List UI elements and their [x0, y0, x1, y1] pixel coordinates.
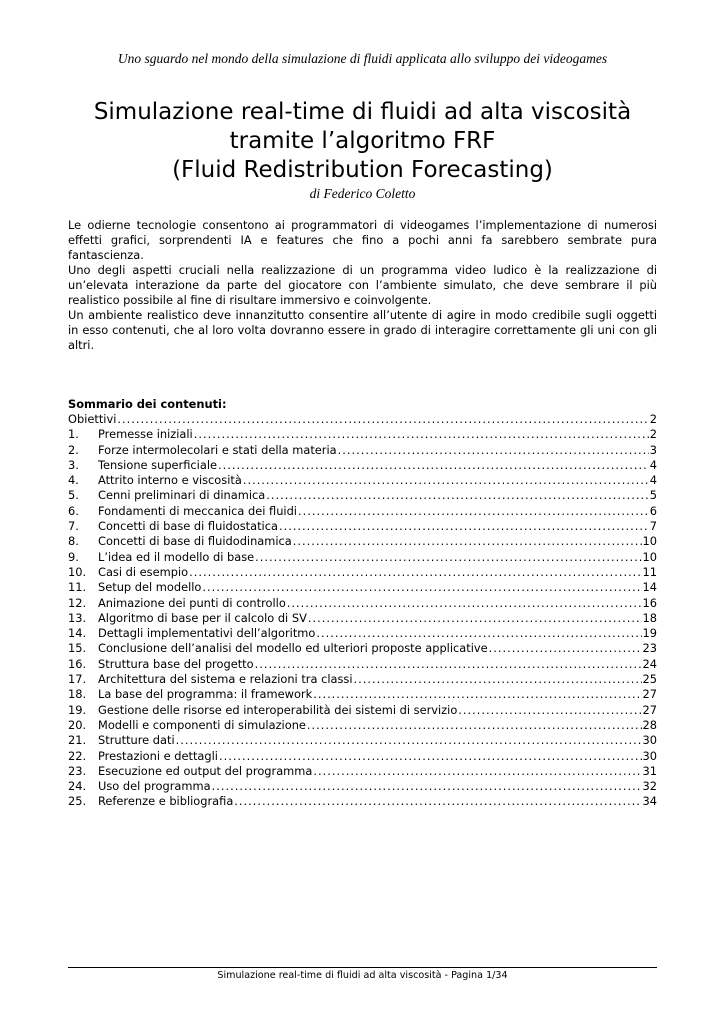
toc-entry-number: 6. [68, 503, 79, 518]
toc-entry-number: 4. [68, 473, 79, 488]
toc-entry-label: Dettagli implementativi dell’algoritmo [98, 626, 316, 641]
toc-entry-label: Struttura base del progetto [98, 656, 254, 671]
toc-dot-leader [316, 626, 641, 641]
toc-entry-label: Concetti di base di fluidodinamica [98, 534, 292, 549]
toc-entry-page: 3 [649, 442, 657, 457]
toc-entry[interactable] [68, 519, 657, 534]
toc-entry-label: Modelli e componenti di simulazione [98, 717, 306, 732]
toc-entry-page: 10 [642, 549, 657, 564]
toc-entry-number: 17. [68, 672, 87, 687]
toc-dot-leader [293, 534, 642, 549]
toc-entry-number: 3. [68, 457, 79, 472]
toc-entry-page: 28 [642, 717, 657, 732]
toc-entry-label: Fondamenti di meccanica dei fluidi [98, 503, 297, 518]
toc-entry[interactable] [68, 749, 657, 764]
toc-entry[interactable] [68, 718, 657, 733]
toc-entry-number: 23. [68, 763, 87, 778]
toc-entry-label: Attrito interno e viscosità [98, 473, 242, 488]
toc-entry-page: 4 [649, 473, 657, 488]
toc-entry-number: 18. [68, 687, 87, 702]
toc-dot-leader [219, 749, 642, 764]
toc-dot-leader [243, 473, 649, 488]
toc-entry-label: Obiettivi [68, 412, 117, 426]
toc-entry-number: 25. [68, 794, 87, 809]
intro-paragraph: Un ambiente realistico deve innanzitutto consentire all’utente di agire in modo credibile sugli oggetti in esso contenuti, che al loro volta dovranno essere in grado di interagire correttamente gli uni con gli altri. [68, 308, 657, 352]
toc-entry-label: La base del programma: il framework [98, 687, 313, 702]
toc-dot-leader [338, 443, 649, 458]
running-header: Uno sguardo nel mondo della simulazione di fluidi applicata allo sviluppo dei videogames [117, 51, 608, 66]
toc-entry[interactable] [68, 412, 657, 427]
toc-entry-number: 22. [68, 748, 87, 763]
toc-entry-label: Forze intermolecolari e stati della materia [98, 442, 337, 457]
toc-entry[interactable] [68, 657, 657, 672]
toc-entry-number: 5. [68, 488, 79, 503]
toc-entry-number: 12. [68, 595, 87, 610]
toc-entry-page: 4 [649, 457, 657, 472]
toc-entry[interactable] [68, 565, 657, 580]
toc-entry-number: 10. [68, 564, 87, 579]
toc-entry-label: Esecuzione ed output del programma [98, 763, 313, 778]
toc-entry-page: 7 [649, 519, 657, 534]
toc-entry-page: 32 [642, 779, 657, 794]
toc-dot-leader [255, 657, 642, 672]
toc-entry-label: Concetti di base di fluidostatica [98, 519, 278, 534]
title-line-2: tramite l’algoritmo FRF [229, 128, 496, 154]
toc-entry-number: 15. [68, 641, 87, 656]
intro-paragraph: Le odierne tecnologie consentono ai programmatori di videogames l’implementazione di numerosi effetti grafici, sorprendenti IA e features che fino a pochi anni fa sarebbero sembrate pura fantascienza. [68, 218, 657, 262]
toc-entry-number: 16. [68, 656, 87, 671]
toc-entry-number: 19. [68, 702, 87, 717]
intro-paragraph: Uno degli aspetti cruciali nella realizzazione di un programma video ludico è la realizzazione di un’elevata interazione da parte del giocatore con l’ambiente simulato, che deve sembrare il più realistico possibile al fine di risultare immersivo e coinvolgente. [68, 263, 657, 307]
toc-entry-page: 34 [642, 794, 657, 809]
toc-entry-page: 27 [642, 702, 657, 717]
toc-dot-leader [313, 687, 641, 702]
toc-entry[interactable] [68, 504, 657, 519]
toc-entry-label: Uso del programma [98, 779, 211, 794]
toc-entry[interactable] [68, 779, 657, 794]
toc-heading: Sommario dei contenuti: [68, 397, 227, 411]
toc-dot-leader [234, 794, 641, 809]
toc-entry-number: 1. [68, 427, 79, 442]
toc-entry[interactable] [68, 488, 657, 503]
toc-entry-label: L’idea ed il modello di base [98, 549, 255, 564]
toc-entry[interactable] [68, 550, 657, 565]
toc-entry[interactable] [68, 733, 657, 748]
toc-entry-label: Tensione superficiale [98, 457, 217, 472]
toc-dot-leader [298, 504, 649, 519]
toc-dot-leader [313, 764, 641, 779]
toc-entry-number: 2. [68, 442, 79, 457]
author-line: di Federico Coletto [309, 186, 416, 201]
title-line-3: (Fluid Redistribution Forecasting) [172, 157, 553, 183]
toc-entry-page: 11 [642, 564, 657, 579]
toc-entry-number: 14. [68, 626, 87, 641]
toc-entry-label: Prestazioni e dettagli [98, 748, 218, 763]
toc-dot-leader [212, 779, 642, 794]
toc-list [68, 412, 657, 810]
toc-entry-label: Strutture dati [98, 733, 175, 748]
toc-dot-leader [279, 519, 649, 534]
toc-dot-leader [202, 580, 641, 595]
toc-entry[interactable] [68, 703, 657, 718]
toc-entry-page: 23 [642, 641, 657, 656]
toc-entry[interactable] [68, 687, 657, 702]
toc-dot-leader [117, 412, 648, 427]
toc-dot-leader [176, 733, 642, 748]
toc-entry[interactable] [68, 427, 657, 442]
title-line-1: Simulazione real-time di fluidi ad alta viscosità [93, 99, 632, 125]
toc-entry-label: Casi di esempio [98, 564, 189, 579]
toc-entry-page: 27 [642, 687, 657, 702]
toc-dot-leader [308, 611, 642, 626]
toc-dot-leader [218, 458, 649, 473]
toc-entry[interactable] [68, 764, 657, 779]
toc-entry-page: 24 [642, 656, 657, 671]
toc-entry-page: 6 [649, 503, 657, 518]
toc-entry-number: 24. [68, 779, 87, 794]
toc-entry[interactable] [68, 443, 657, 458]
toc-dot-leader [458, 703, 641, 718]
toc-dot-leader [354, 672, 642, 687]
toc-entry-page: 16 [642, 595, 657, 610]
toc-entry-page: 30 [642, 733, 657, 748]
toc-dot-leader [255, 550, 641, 565]
toc-entry-label: Algoritmo di base per il calcolo di SV [98, 610, 307, 625]
toc-dot-leader [189, 565, 641, 580]
toc-entry[interactable] [68, 596, 657, 611]
toc-entry[interactable] [68, 458, 657, 473]
toc-entry[interactable] [68, 580, 657, 595]
toc-entry[interactable] [68, 534, 657, 549]
toc-entry-page: 30 [642, 748, 657, 763]
toc-entry-number: 7. [68, 519, 79, 534]
toc-entry[interactable] [68, 473, 657, 488]
table-of-contents [68, 397, 657, 810]
toc-dot-leader [266, 488, 649, 503]
toc-dot-leader [194, 427, 649, 442]
toc-entry-number: 13. [68, 610, 87, 625]
toc-entry-number: 8. [68, 534, 79, 549]
toc-entry-number: 20. [68, 717, 87, 732]
toc-dot-leader [307, 718, 642, 733]
intro-text [68, 218, 657, 353]
toc-entry-page: 14 [642, 580, 657, 595]
toc-entry-number: 21. [68, 733, 87, 748]
toc-entry-page: 19 [642, 626, 657, 641]
toc-entry-label: Architettura del sistema e relazioni tra classi [98, 672, 353, 687]
toc-entry-number: 9. [68, 549, 79, 564]
toc-entry-label: Premesse iniziali [98, 427, 193, 442]
toc-entry-page: 25 [642, 672, 657, 687]
toc-entry-label: Conclusione dell’analisi del modello ed ulteriori proposte applicative [98, 641, 488, 656]
toc-entry-page: 2 [649, 427, 657, 442]
toc-entry[interactable] [68, 626, 657, 641]
toc-entry-page: 5 [649, 488, 657, 503]
toc-entry-label: Setup del modello [98, 580, 202, 595]
toc-dot-leader [489, 641, 642, 656]
toc-entry-page: 2 [649, 412, 657, 426]
toc-entry[interactable] [68, 611, 657, 626]
page-footer: Simulazione real-time di fluidi ad alta viscosità - Pagina 1/34 [217, 970, 508, 981]
toc-entry-page: 31 [642, 763, 657, 778]
toc-entry-number: 11. [68, 580, 87, 595]
toc-entry[interactable] [68, 794, 657, 809]
toc-dot-leader [287, 596, 642, 611]
toc-entry[interactable] [68, 641, 657, 656]
toc-entry-label: Gestione delle risorse ed interoperabilità dei sistemi di servizio [98, 702, 458, 717]
toc-entry-label: Referenze e bibliografia [98, 794, 234, 809]
toc-entry-page: 10 [642, 534, 657, 549]
document-title [0, 98, 725, 185]
toc-entry-label: Animazione dei punti di controllo [98, 595, 286, 610]
toc-entry-page: 18 [642, 610, 657, 625]
toc-entry[interactable] [68, 672, 657, 687]
toc-entry-label: Cenni preliminari di dinamica [98, 488, 266, 503]
footer-divider [68, 967, 657, 968]
